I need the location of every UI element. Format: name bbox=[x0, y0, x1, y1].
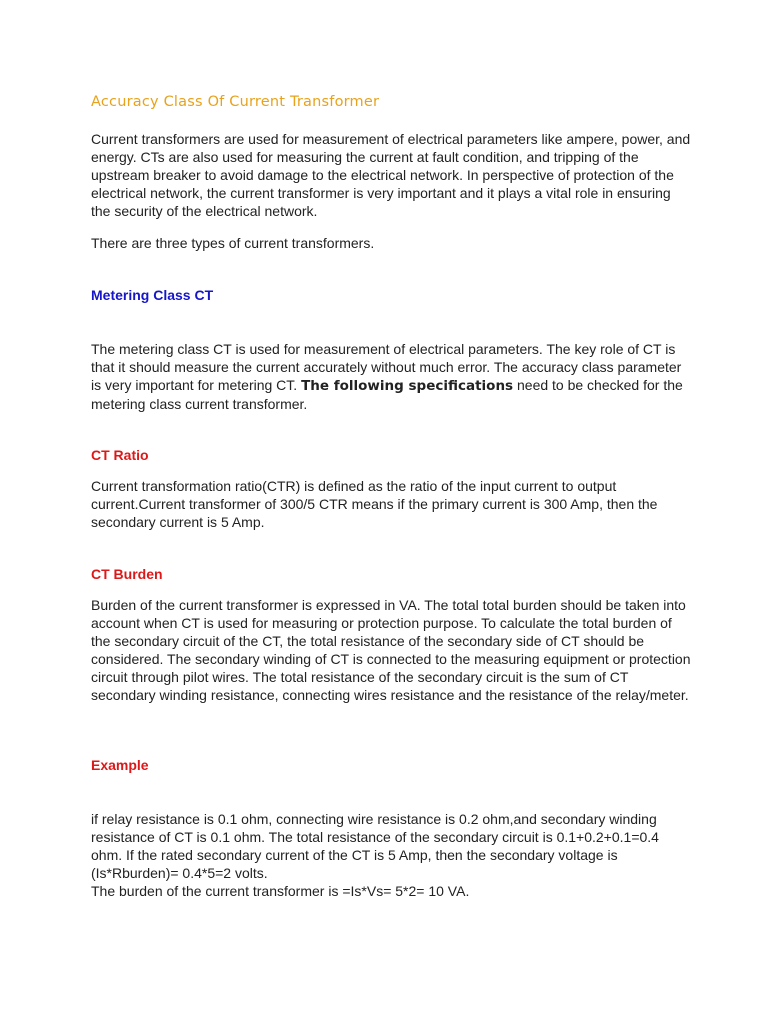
example-heading: Example bbox=[91, 757, 149, 773]
example-paragraph bbox=[91, 810, 691, 900]
metering-class-heading: Metering Class CT bbox=[91, 287, 214, 303]
metering-text-end: need to be checked for the metering class current transformer. bbox=[91, 377, 683, 412]
page-title: Accuracy Class Of Current Transformer bbox=[91, 94, 380, 110]
metering-text-bold: The following specifications bbox=[301, 378, 514, 394]
metering-text-start: The metering class CT is used for measurement of electrical parameters. The key role of CT is that it should measure the current accurately without much error. The accuracy class parameter is very important for metering CT. bbox=[91, 341, 682, 393]
intro-paragraph: Current transformers are used for measurement of electrical parameters like ampere, power, and energy. CTs are also used for measuring the current at fault condition, and tripping of the upstream breaker to avoid damage to the electrical network. In perspective of protection of the electrical network, the current transformer is very important and it plays a vital role in ensuring the security of the electrical network. bbox=[91, 131, 691, 219]
ct-ratio-heading: CT Ratio bbox=[91, 447, 149, 463]
metering-class-paragraph bbox=[91, 340, 691, 413]
example-text: if relay resistance is 0.1 ohm, connecting wire resistance is 0.2 ohm,and secondary winding resistance of CT is 0.1 ohm. The total resistance of the secondary circuit is 0.1+0.2+0.1=0.4 ohm. If the rated secondary current of the CT is 5 Amp, then the secondary voltage is (Is*Rburden)= 0.4*5=2 volts. bbox=[91, 811, 659, 881]
types-paragraph: There are three types of current transformers. bbox=[91, 235, 375, 251]
ct-ratio-paragraph: Current transformation ratio(CTR) is defined as the ratio of the input current to output current.Current transformer of 300/5 CTR means if the primary current is 300 Amp, then the secondary current is 5 Amp. bbox=[91, 478, 658, 530]
ct-burden-heading: CT Burden bbox=[91, 566, 163, 582]
ct-burden-paragraph: Burden of the current transformer is expressed in VA. The total total burden should be taken into account when CT is used for measuring or protection purpose. To calculate the total burden of the secondary circuit of the CT, the total resistance of the secondary side of CT should be considered. The secondary winding of CT is connected to the measuring equipment or protection circuit through pilot wires. The total resistance of the secondary circuit is the sum of CT secondary winding resistance, connecting wires resistance and the resistance of the relay/meter. bbox=[91, 597, 691, 703]
example-burden-line: The burden of the current transformer is =Is*Vs= 5*2= 10 VA. bbox=[91, 883, 470, 899]
